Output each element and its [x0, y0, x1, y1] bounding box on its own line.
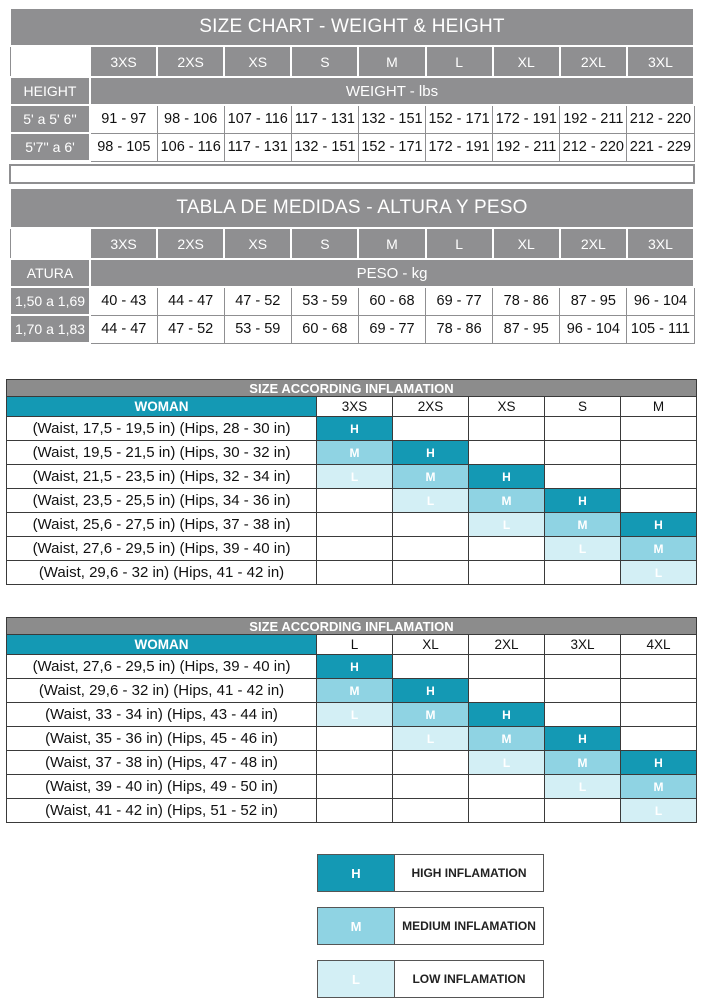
weight-cell: 53 - 59	[291, 287, 358, 315]
empty-cell	[317, 489, 393, 513]
weight-cell: 91 - 97	[90, 105, 157, 133]
height-label: 1,50 a 1,69	[10, 287, 90, 315]
empty-cell	[545, 441, 621, 465]
empty-cell	[469, 655, 545, 679]
measurement-label: (Waist, 25,6 - 27,5 in) (Hips, 37 - 38 in)	[7, 513, 317, 537]
inflammation-level-cell: H	[621, 751, 697, 775]
weight-cell: 106 - 116	[157, 133, 224, 161]
inflammation-level-cell: M	[469, 727, 545, 751]
size-header: XL	[493, 46, 560, 77]
size-header: 3XS	[317, 397, 393, 417]
legend-swatch-low: L	[318, 961, 395, 997]
empty-cell	[545, 417, 621, 441]
size-header: M	[621, 397, 697, 417]
empty-cell	[621, 703, 697, 727]
row-header-label: ATURA	[10, 259, 90, 287]
weight-cell: 87 - 95	[560, 287, 627, 315]
size-header: 3XL	[627, 46, 694, 77]
empty-cell	[545, 703, 621, 727]
empty-cell	[317, 775, 393, 799]
empty-cell	[469, 775, 545, 799]
weight-cell: 98 - 105	[90, 133, 157, 161]
empty-cell	[317, 727, 393, 751]
legend-label-high: HIGH INFLAMATION	[411, 866, 527, 880]
inflammation-level-cell: L	[621, 561, 697, 585]
inflammation-level-cell: H	[393, 679, 469, 703]
size-header: 2XL	[560, 228, 627, 259]
table-row	[7, 465, 697, 489]
weight-cell: 132 - 151	[291, 133, 358, 161]
weight-cell: 96 - 104	[627, 287, 694, 315]
size-header: L	[317, 635, 393, 655]
weight-cell: 212 - 220	[560, 133, 627, 161]
table-row	[10, 133, 694, 161]
weight-cell: 117 - 131	[224, 133, 291, 161]
measurement-label: (Waist, 33 - 34 in) (Hips, 43 - 44 in)	[7, 703, 317, 727]
inflammation-level-cell: H	[545, 727, 621, 751]
table-row	[7, 441, 697, 465]
size-header: 2XS	[157, 228, 224, 259]
weight-cell: 221 - 229	[627, 133, 694, 161]
measurement-label: (Waist, 27,6 - 29,5 in) (Hips, 39 - 40 in)	[7, 655, 317, 679]
chart-title: TABLA DE MEDIDAS - ALTURA Y PESO	[10, 188, 694, 228]
size-header: L	[426, 46, 493, 77]
inflammation-level-cell: L	[621, 799, 697, 823]
weight-cell: 152 - 171	[426, 105, 493, 133]
height-label: 5'7'' a 6'	[10, 133, 90, 161]
measurement-label: (Waist, 23,5 - 25,5 in) (Hips, 34 - 36 in)	[7, 489, 317, 513]
empty-cell	[621, 655, 697, 679]
size-header: XS	[224, 46, 291, 77]
empty-cell	[621, 465, 697, 489]
table-row	[7, 679, 697, 703]
measurement-label: (Waist, 19,5 - 21,5 in) (Hips, 30 - 32 in)	[7, 441, 317, 465]
inflammation-level-cell: M	[621, 775, 697, 799]
legend-medium	[317, 907, 544, 945]
inflammation-title: SIZE ACCORDING INFLAMATION	[7, 618, 697, 635]
measurement-label: (Waist, 41 - 42 in) (Hips, 51 - 52 in)	[7, 799, 317, 823]
weight-cell: 69 - 77	[358, 315, 425, 343]
inflammation-level-cell: M	[621, 537, 697, 561]
empty-cell	[393, 655, 469, 679]
inflammation-level-cell: L	[469, 513, 545, 537]
unit-label: PESO - kg	[90, 259, 694, 287]
legend-label-low: LOW INFLAMATION	[412, 972, 526, 986]
size-header-row	[7, 635, 697, 655]
table-row	[7, 751, 697, 775]
table-row	[10, 105, 694, 133]
inflammation-level-cell: M	[545, 513, 621, 537]
inflammation-level-cell: H	[545, 489, 621, 513]
weight-cell: 192 - 211	[560, 105, 627, 133]
inflammation-title: SIZE ACCORDING INFLAMATION	[7, 380, 697, 397]
empty-cell	[393, 417, 469, 441]
weight-cell: 172 - 191	[426, 133, 493, 161]
inflammation-level-cell: L	[545, 775, 621, 799]
inflammation-level-cell: M	[469, 489, 545, 513]
empty-cell	[545, 465, 621, 489]
chart-title: SIZE CHART - WEIGHT & HEIGHT	[10, 8, 694, 46]
empty-cell	[317, 561, 393, 585]
inflammation-level-cell: L	[393, 727, 469, 751]
empty-cell	[621, 679, 697, 703]
inflammation-level-cell: L	[317, 465, 393, 489]
table-row	[7, 537, 697, 561]
weight-cell: 47 - 52	[157, 315, 224, 343]
size-header: 2XS	[393, 397, 469, 417]
inflammation-level-cell: L	[393, 489, 469, 513]
legend-high	[317, 854, 544, 892]
inflammation-level-cell: H	[469, 465, 545, 489]
table-row	[7, 561, 697, 585]
inflammation-level-cell: L	[317, 703, 393, 727]
empty-cell	[469, 417, 545, 441]
height-label: 5' a 5' 6''	[10, 105, 90, 133]
table-row	[7, 655, 697, 679]
weight-cell: 87 - 95	[493, 315, 560, 343]
weight-cell: 69 - 77	[426, 287, 493, 315]
size-header-row	[10, 228, 694, 259]
weight-cell: 44 - 47	[157, 287, 224, 315]
empty-cell	[317, 751, 393, 775]
empty-cell	[621, 727, 697, 751]
empty-cell	[317, 513, 393, 537]
size-header-row	[7, 397, 697, 417]
weight-cell: 132 - 151	[358, 105, 425, 133]
size-header: 2XS	[157, 46, 224, 77]
measurement-label: (Waist, 39 - 40 in) (Hips, 49 - 50 in)	[7, 775, 317, 799]
size-header: M	[358, 46, 425, 77]
weight-cell: 212 - 220	[627, 105, 694, 133]
empty-cell	[469, 679, 545, 703]
size-header: S	[291, 228, 358, 259]
empty-cell	[621, 417, 697, 441]
table-row	[7, 489, 697, 513]
size-header: 2XL	[560, 46, 627, 77]
weight-cell: 107 - 116	[224, 105, 291, 133]
inflammation-level-cell: M	[317, 441, 393, 465]
weight-cell: 44 - 47	[90, 315, 157, 343]
empty-cell	[469, 537, 545, 561]
size-header: 3XS	[90, 46, 157, 77]
table-row	[7, 775, 697, 799]
weight-cell: 117 - 131	[291, 105, 358, 133]
inflammation-level-cell: M	[393, 465, 469, 489]
legend-swatch-high: H	[318, 855, 395, 891]
woman-label: WOMAN	[7, 397, 317, 417]
size-header: XL	[493, 228, 560, 259]
blank-corner	[10, 228, 90, 259]
empty-cell	[393, 751, 469, 775]
weight-cell: 96 - 104	[560, 315, 627, 343]
size-header: S	[291, 46, 358, 77]
size-header: XS	[469, 397, 545, 417]
legend-label-medium: MEDIUM INFLAMATION	[402, 919, 536, 933]
table-row	[10, 287, 694, 315]
row-header-label: HEIGHT	[10, 77, 90, 105]
inflammation-level-cell: H	[469, 703, 545, 727]
size-header: 3XS	[90, 228, 157, 259]
size-header: 2XL	[469, 635, 545, 655]
empty-cell	[393, 775, 469, 799]
weight-cell: 47 - 52	[224, 287, 291, 315]
inflammation-level-cell: M	[393, 703, 469, 727]
empty-cell	[393, 513, 469, 537]
empty-cell	[545, 799, 621, 823]
empty-cell	[545, 679, 621, 703]
legend-swatch-medium: M	[318, 908, 395, 944]
table-row	[7, 703, 697, 727]
unit-label: WEIGHT - lbs	[90, 77, 694, 105]
empty-cell	[545, 655, 621, 679]
empty-cell	[393, 799, 469, 823]
measurement-label: (Waist, 17,5 - 19,5 in) (Hips, 28 - 30 in)	[7, 417, 317, 441]
measurement-label: (Waist, 29,6 - 32 in) (Hips, 41 - 42 in)	[7, 679, 317, 703]
empty-cell	[393, 561, 469, 585]
weight-cell: 78 - 86	[426, 315, 493, 343]
empty-cell	[621, 489, 697, 513]
inflammation-level-cell: H	[621, 513, 697, 537]
empty-cell	[317, 799, 393, 823]
empty-cell	[545, 561, 621, 585]
inflammation-level-cell: L	[545, 537, 621, 561]
weight-cell: 172 - 191	[493, 105, 560, 133]
inflammation-level-cell: M	[317, 679, 393, 703]
measurement-label: (Waist, 27,6 - 29,5 in) (Hips, 39 - 40 in)	[7, 537, 317, 561]
empty-cell	[469, 441, 545, 465]
weight-cell: 192 - 211	[493, 133, 560, 161]
size-header-row	[10, 46, 694, 77]
inflammation-chart-small	[6, 379, 697, 585]
measurement-label: (Waist, 21,5 - 23,5 in) (Hips, 32 - 34 in)	[7, 465, 317, 489]
weight-cell: 105 - 111	[627, 315, 694, 343]
weight-cell: 40 - 43	[90, 287, 157, 315]
table-row	[7, 799, 697, 823]
weight-cell: 78 - 86	[493, 287, 560, 315]
separator-bar	[9, 164, 695, 184]
size-header: S	[545, 397, 621, 417]
empty-cell	[469, 561, 545, 585]
empty-cell	[317, 537, 393, 561]
weight-cell: 60 - 68	[291, 315, 358, 343]
measurement-label: (Waist, 35 - 36 in) (Hips, 45 - 46 in)	[7, 727, 317, 751]
table-row	[7, 417, 697, 441]
size-header: XS	[224, 228, 291, 259]
empty-cell	[393, 537, 469, 561]
inflammation-level-cell: H	[317, 417, 393, 441]
measurement-label: (Waist, 29,6 - 32 in) (Hips, 41 - 42 in)	[7, 561, 317, 585]
woman-label: WOMAN	[7, 635, 317, 655]
size-header: XL	[393, 635, 469, 655]
table-row	[10, 315, 694, 343]
inflammation-chart-large	[6, 617, 697, 823]
empty-cell	[469, 799, 545, 823]
inflammation-level-cell: H	[317, 655, 393, 679]
height-label: 1,70 a 1,83	[10, 315, 90, 343]
measurement-label: (Waist, 37 - 38 in) (Hips, 47 - 48 in)	[7, 751, 317, 775]
table-row	[7, 727, 697, 751]
size-header: L	[426, 228, 493, 259]
size-chart-lbs	[9, 7, 695, 162]
inflammation-level-cell: L	[469, 751, 545, 775]
size-chart-kg	[9, 187, 695, 344]
inflammation-level-cell: H	[393, 441, 469, 465]
weight-cell: 60 - 68	[358, 287, 425, 315]
size-header: M	[358, 228, 425, 259]
weight-cell: 53 - 59	[224, 315, 291, 343]
size-header: 3XL	[627, 228, 694, 259]
size-header: 3XL	[545, 635, 621, 655]
inflammation-level-cell: M	[545, 751, 621, 775]
size-header: 4XL	[621, 635, 697, 655]
table-row	[7, 513, 697, 537]
blank-corner	[10, 46, 90, 77]
empty-cell	[621, 441, 697, 465]
weight-cell: 98 - 106	[157, 105, 224, 133]
weight-cell: 152 - 171	[358, 133, 425, 161]
legend-low	[317, 960, 544, 998]
